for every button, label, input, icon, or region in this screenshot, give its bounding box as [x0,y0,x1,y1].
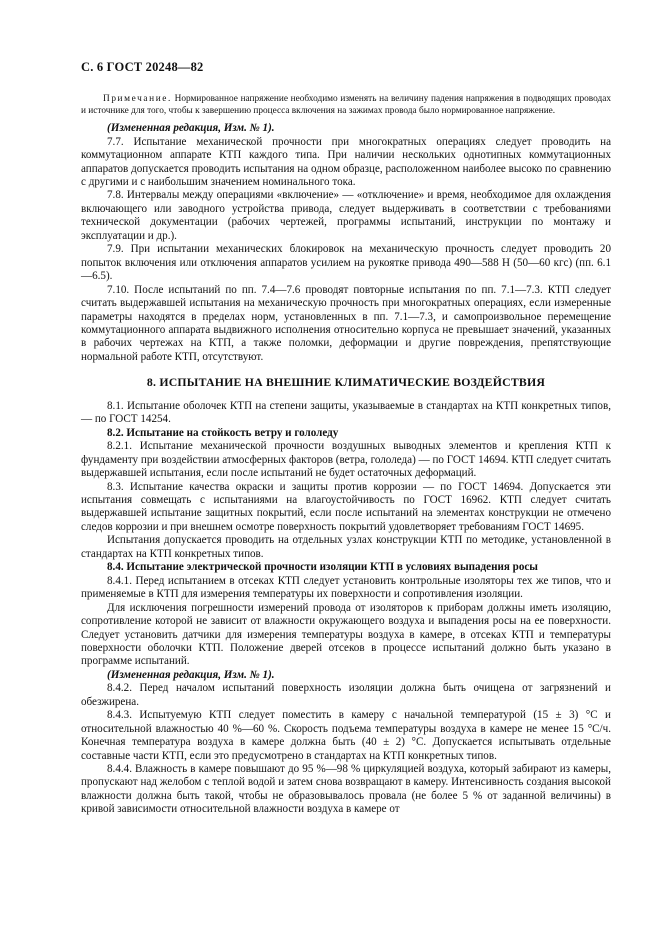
clause-8-2-1: 8.2.1. Испытание механической прочности воздушных выводных элементов и крепления КТП к фундаменту при воздействии атмосферных факторов (ветра, гололеда) — по ГОСТ 14694. КТП следует считать выдержавшей испытания, если после испытаний не будет остаточных деформаций. [81,440,611,480]
note-lead: Примечание. [103,94,172,104]
amendment-note: (Измененная редакция, Изм. № 1). [107,122,275,135]
clause-8-4-3: 8.4.3. Испытуемую КТП следует поместить в камеру с начальной температурой (15 ± 3) °С и относительной влажностью 40 %—60 %. Скорость подъема температуры воздуха в камере не менее 15 °С/ч. Конечная температура воздуха в камере должна быть (40 ± 2) °С. Допускается испытывать отдельные составные части КТП, если это предусмотрено в стандартах на КТП конкретных типов. [81,709,611,762]
clause-8-1: 8.1. Испытание оболочек КТП на степени защиты, указываемые в стандартах на КТП конкретных типов, — по ГОСТ 14254. [81,399,611,426]
clause-8-4-1: 8.4.1. Перед испытанием в отсеках КТП следует установить контрольные изоляторы тех же типов, что и применяемые в КТП для измерения температуры их поверхности и сопротивления изоляции. [81,574,611,601]
clause-7-10: 7.10. После испытаний по пп. 7.4—7.6 проводят повторные испытания по пп. 7.1—7.3. КТП следует считать выдержавшей испытания на механическую прочность при многократных операциях, если измеренные параметры находятся в пределах норм, установленных в пп. 7.1—7.3, и самопроизвольное перемещение коммутационного аппарата выдвижного исполнения относительно корпуса не превышает значений, указанных в рабочих чертежах на КТП, а также поломки, деформации и другие повреждения, препятствующие нормальной работе КТП, отсутствуют. [81,283,611,363]
clause-8-4-1-continued: Для исключения погрешности измерений провода от изоляторов к приборам должны иметь изоляцию, сопротивление которой не зависит от влажности окружающего воздуха и выпадения росы на ее поверхности. Следует установить датчики для измерения температуры воздуха в камере, в отсеках КТП и температуры поверхности оболочки КТП. Положение дверей отсеков в процессе испытаний должно быть указано в программе испытаний. [81,601,611,668]
section-8-title: 8. ИСПЫТАНИЕ НА ВНЕШНИЕ КЛИМАТИЧЕСКИЕ ВОЗДЕЙСТВИЯ [146,375,546,390]
document-body [81,94,611,817]
note-text: Нормированное напряжение необходимо изменять на величину падения напряжения в подводящих проводах и источнике для того, чтобы к завершению процесса включения на зажимах провода было нормированное напряжение. [81,94,611,116]
page-header: С. 6 ГОСТ 20248—82 [81,60,204,74]
clause-8-3: 8.3. Испытание качества окраски и защиты против коррозии — по ГОСТ 14694. Допускается эти испытания совмещать с испытаниями на влагоустойчивость по ГОСТ 16962. КТП следует считать выдержавшей испытание защитных покрытий, если после испытаний на элементах конструкции не отмечено следов коррозии и при внешнем осмотре поверхность покрытий удовлетворяет требованиям ГОСТ 14695. [81,480,611,533]
clause-7-9: 7.9. При испытании механических блокировок на механическую прочность следует проводить 20 попыток включения или отключения аппаратов усилием на рукоятке привода 490—588 Н (50—60 кгс) (пп. 6.1—6.5). [81,243,611,283]
clause-8-4-2: 8.4.2. Перед началом испытаний поверхность изоляции должна быть очищена от загрязнений и обезжирена. [81,682,611,708]
clause-7-8: 7.8. Интервалы между операциями «включение» — «отключение» и время, необходимое для охлаждения включающего или заводного устройства привода, следует выдерживать в соответствии с требованиями технической документации (рабочих чертежей, программы испытаний, инструкции по монтажу и эксплуатации и др.). [81,189,611,242]
note-paragraph [81,94,611,117]
clause-7-7: 7.7. Испытание механической прочности при многократных операциях следует проводить на коммутационном аппарате КТП каждого типа. При наличии нескольких однотипных коммутационных аппаратов допускается проводить испытания на одном образце, расположенном наиболее высоко по сравнению с другими и с наибольшим значением номинального тока. [81,135,611,188]
clause-8-4-title: 8.4. Испытание электрической прочности изоляции КТП в условиях выпадения росы [107,561,538,574]
clause-8-3-continued: Испытания допускается проводить на отдельных узлах конструкции КТП по методике, установленной в стандартах на КТП конкретных типов. [81,534,611,560]
amendment-note-2: (Измененная редакция, Изм. № 1). [107,668,275,681]
clause-8-2-title: 8.2. Испытание на стойкость ветру и гололеду [107,426,339,439]
clause-8-4-4: 8.4.4. Влажность в камере повышают до 95 %—98 % циркуляцией воздуха, который забирают из камеры, пропускают над желобом с теплой водой и затем снова возвращают в камеру. Интенсивность создания высокой влажности должна быть такой, чтобы не образовывалось провала (не более 5 % от заданной величины) в кривой зависимости относительной влажности воздуха в камере от [81,763,611,816]
